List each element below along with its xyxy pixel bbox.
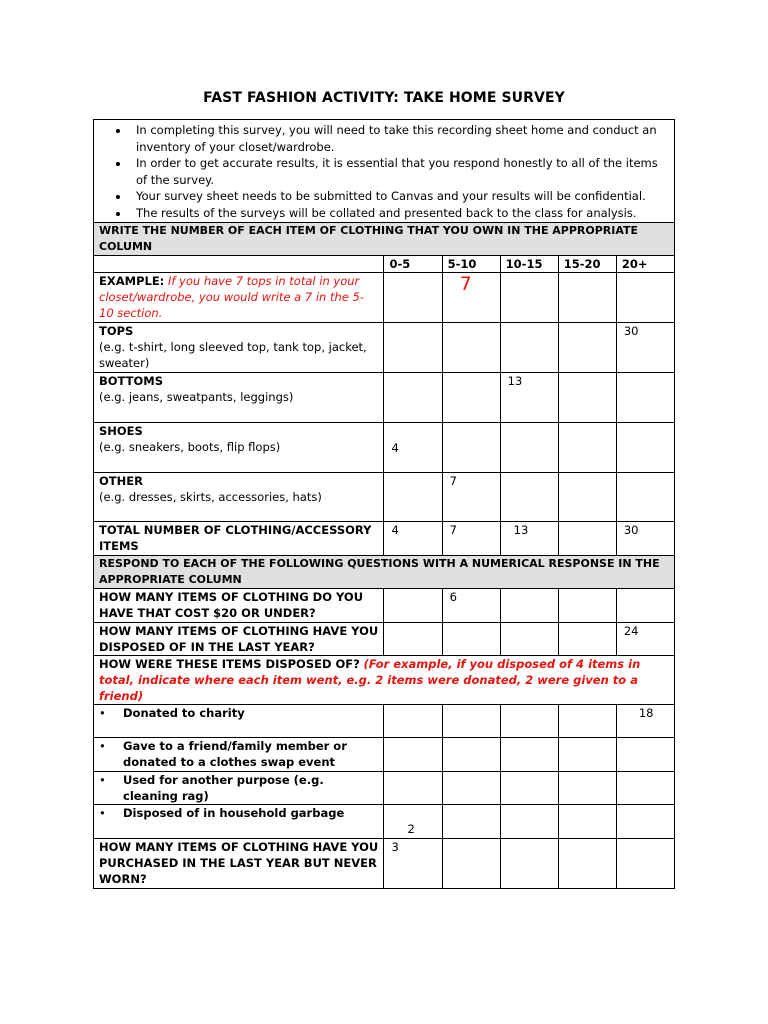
row-name: TOPS xyxy=(99,323,134,338)
cell[interactable] xyxy=(616,588,674,622)
cell[interactable] xyxy=(500,838,558,888)
example-row-label xyxy=(94,272,384,322)
cell[interactable] xyxy=(558,737,616,771)
cell-value: 4 xyxy=(391,440,399,455)
cell[interactable] xyxy=(558,704,616,737)
cell[interactable] xyxy=(558,472,616,521)
example-value: 7 xyxy=(459,272,472,295)
cell-value: 2 xyxy=(407,821,415,836)
instruction-item: • Your survey sheet needs to be submitted to Canvas and your results will be confidential. xyxy=(130,188,668,205)
cell[interactable] xyxy=(384,472,442,521)
cell[interactable] xyxy=(558,521,616,555)
instruction-item: • In order to get accurate results, it is essential that you respond honestly to all of the items of the survey. xyxy=(130,155,668,188)
section-header-questions: RESPOND TO EACH OF THE FOLLOWING QUESTIONS WITH A NUMERICAL RESPONSE IN THE APPROPRIATE COLUMN xyxy=(94,555,675,588)
cell[interactable] xyxy=(500,422,558,472)
question-disposed: HOW MANY ITEMS OF CLOTHING HAVE YOU DISPOSED OF IN THE LAST YEAR? xyxy=(94,622,384,655)
cell[interactable] xyxy=(384,704,442,737)
column-header: 10-15 xyxy=(500,255,558,272)
bullet-icon: • xyxy=(99,772,106,787)
cell[interactable] xyxy=(500,737,558,771)
cell[interactable] xyxy=(616,372,674,422)
bullet-icon: • xyxy=(99,705,106,720)
column-header: 5-10 xyxy=(442,255,500,272)
row-name: SHOES xyxy=(99,423,143,438)
cell[interactable] xyxy=(616,771,674,804)
disposal-label: Donated to charity xyxy=(123,705,245,720)
cell[interactable] xyxy=(442,737,500,771)
row-label-other xyxy=(94,472,384,521)
disposal-friend xyxy=(94,737,384,771)
cell[interactable] xyxy=(500,588,558,622)
cell[interactable] xyxy=(500,622,558,655)
cell[interactable] xyxy=(442,372,500,422)
column-header: 0-5 xyxy=(384,255,442,272)
cell[interactable]: 13 xyxy=(500,521,558,555)
cell[interactable]: 24 xyxy=(616,622,674,655)
bullet-icon: • xyxy=(99,738,106,753)
cell[interactable]: 7 xyxy=(442,472,500,521)
cell[interactable] xyxy=(558,422,616,472)
cell[interactable] xyxy=(558,838,616,888)
instructions xyxy=(94,120,675,223)
cell[interactable] xyxy=(384,372,442,422)
bullet-icon: • xyxy=(99,805,106,820)
cell[interactable] xyxy=(384,737,442,771)
cell[interactable] xyxy=(558,771,616,804)
cell[interactable] xyxy=(442,704,500,737)
cell[interactable] xyxy=(558,622,616,655)
cell[interactable] xyxy=(384,622,442,655)
column-header: 15-20 xyxy=(558,255,616,272)
cell[interactable] xyxy=(442,804,500,838)
cell[interactable] xyxy=(384,322,442,372)
cell[interactable] xyxy=(616,737,674,771)
cell[interactable] xyxy=(442,272,500,322)
row-label-bottoms xyxy=(94,372,384,422)
cell[interactable] xyxy=(558,372,616,422)
cell[interactable] xyxy=(384,422,442,472)
cell[interactable] xyxy=(500,804,558,838)
cell[interactable] xyxy=(384,272,442,322)
cell[interactable] xyxy=(558,588,616,622)
disposal-other-purpose xyxy=(94,771,384,804)
cell[interactable]: 18 xyxy=(616,704,674,737)
row-desc: (e.g. jeans, sweatpants, leggings) xyxy=(99,389,294,404)
cell[interactable] xyxy=(558,272,616,322)
example-label: EXAMPLE: xyxy=(99,273,165,288)
row-desc: (e.g. dresses, skirts, accessories, hats) xyxy=(99,489,322,504)
row-label-tops xyxy=(94,322,384,372)
cell[interactable] xyxy=(616,472,674,521)
disposal-garbage xyxy=(94,804,384,838)
cell[interactable] xyxy=(442,422,500,472)
cell[interactable] xyxy=(442,838,500,888)
question-never-worn: HOW MANY ITEMS OF CLOTHING HAVE YOU PURCHASED IN THE LAST YEAR BUT NEVER WORN? xyxy=(94,838,384,888)
cell[interactable] xyxy=(500,472,558,521)
cell[interactable] xyxy=(616,272,674,322)
cell[interactable] xyxy=(558,804,616,838)
column-header: 20+ xyxy=(616,255,674,272)
cell[interactable] xyxy=(616,804,674,838)
cell[interactable] xyxy=(500,322,558,372)
row-desc: (e.g. sneakers, boots, flip flops) xyxy=(99,439,281,454)
row-name: BOTTOMS xyxy=(99,373,163,388)
cell[interactable] xyxy=(384,771,442,804)
question-label: HOW WERE THESE ITEMS DISPOSED OF? xyxy=(99,656,360,671)
question-note: (For example, if you disposed of 4 items in total, indicate where each item went, e.g. 2 items were donated, 2 were given to a friend) xyxy=(99,656,641,703)
cell[interactable]: 3 xyxy=(384,838,442,888)
instruction-item: • In completing this survey, you will need to take this recording sheet home and conduct an inventory of your closet/wardrobe. xyxy=(130,122,668,155)
question-cost: HOW MANY ITEMS OF CLOTHING DO YOU HAVE THAT COST $20 OR UNDER? xyxy=(94,588,384,622)
cell[interactable]: 7 xyxy=(442,521,500,555)
row-label-shoes xyxy=(94,422,384,472)
cell[interactable] xyxy=(616,838,674,888)
cell[interactable] xyxy=(558,322,616,372)
section-header-ownership: WRITE THE NUMBER OF EACH ITEM OF CLOTHING THAT YOU OWN IN THE APPROPRIATE COLUMN xyxy=(94,222,675,255)
cell[interactable] xyxy=(384,588,442,622)
cell[interactable]: 6 xyxy=(442,588,500,622)
row-name: OTHER xyxy=(99,473,143,488)
cell[interactable] xyxy=(442,771,500,804)
instruction-item: • The results of the surveys will be collated and presented back to the class for analysis. xyxy=(130,205,668,222)
disposal-label: Gave to a friend/family member or donated to a clothes swap event xyxy=(123,738,347,769)
cell[interactable]: 30 xyxy=(616,521,674,555)
cell[interactable] xyxy=(442,322,500,372)
cell[interactable] xyxy=(616,422,674,472)
disposal-label: Used for another purpose (e.g. cleaning rag) xyxy=(123,772,324,803)
disposal-charity xyxy=(94,704,384,737)
cell[interactable]: 4 xyxy=(384,521,442,555)
survey-table xyxy=(93,119,675,889)
cell[interactable]: 30 xyxy=(616,322,674,372)
page-title: FAST FASHION ACTIVITY: TAKE HOME SURVEY xyxy=(203,90,565,106)
cell[interactable]: 13 xyxy=(500,372,558,422)
cell[interactable] xyxy=(500,704,558,737)
question-how-disposed xyxy=(94,655,675,704)
header-blank xyxy=(94,255,384,272)
cell[interactable] xyxy=(442,622,500,655)
cell[interactable] xyxy=(384,804,442,838)
cell[interactable] xyxy=(500,272,558,322)
row-label-total: TOTAL NUMBER OF CLOTHING/ACCESSORY ITEMS xyxy=(94,521,384,555)
disposal-label: Disposed of in household garbage xyxy=(123,805,345,820)
row-desc: (e.g. t-shirt, long sleeved top, tank top, jacket, sweater) xyxy=(99,339,367,370)
example-text: If you have 7 tops in total in your closet/wardrobe, you would write a 7 in the 5-10 section. xyxy=(99,273,364,320)
cell[interactable] xyxy=(500,771,558,804)
